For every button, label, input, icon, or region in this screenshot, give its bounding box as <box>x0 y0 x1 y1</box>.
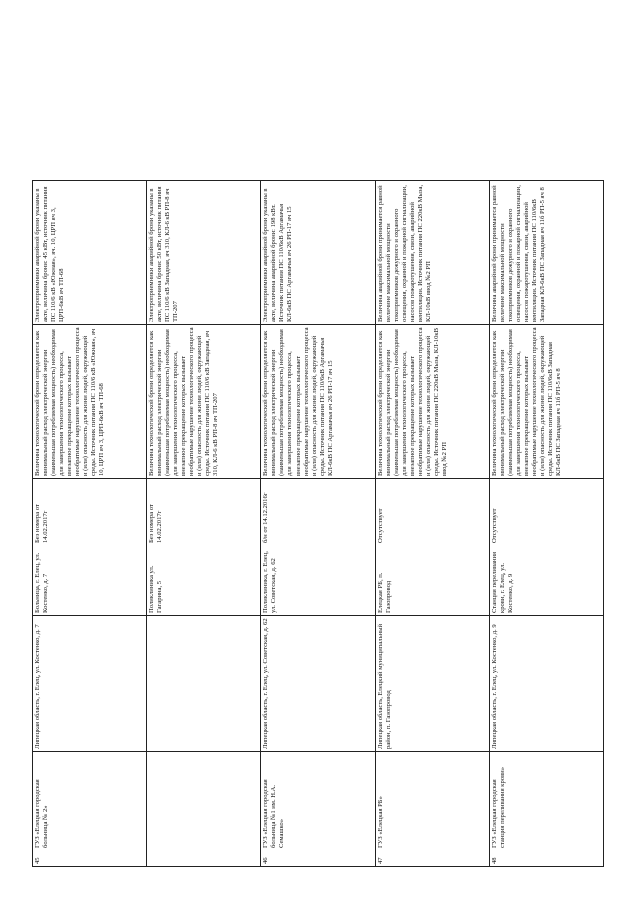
cell-emergency-armor <box>33 181 147 325</box>
organization-name: ГУЗ «Елецкая городская больница № 2» <box>34 779 50 848</box>
table-row-47 <box>375 181 489 867</box>
row-number: 45 <box>34 857 41 864</box>
cell-emergency-armor <box>375 181 489 325</box>
cell-num-name <box>33 752 147 867</box>
row-number: 46 <box>262 857 270 864</box>
cell-num-name <box>261 752 375 867</box>
cell-technological-armor <box>33 325 147 479</box>
organization-location: Липецкая область, г. Елец, ул. Костенко, д. 9 <box>490 624 498 749</box>
emergency-armor-text: Электроприемники аварийной брони указаны в акте, величина брони: 50 кВт, источник питания ПС 110/6 кВ Западная, яч 310, КЛ-6 кВ РП-8 яч ТП-207 <box>148 186 180 322</box>
technological-armor-text: Величина технологической брони определяется как минимальный расход электрической энергии (наименьшая потребляемая мощность) необходимая для завершения технологического процесса, внезапное прекращение которых вызывает необратимые нарушение технологического процесса и (или) опасность для жизни людей, окружающей среды. Источник питания ПС 110/6 кВ Западная, яч 310, КЛ-6 кВ РП-8 яч ТП-207 <box>148 327 220 476</box>
cell-address-contract <box>261 479 375 616</box>
organization-name: ГУЗ «Елецкая РБ» <box>376 796 384 848</box>
organization-name: ГУЗ «Елецкая городская больница №1 им. Н.А. Семашко» <box>262 779 286 848</box>
cell-technological-armor <box>375 325 489 479</box>
cell-location <box>489 616 603 752</box>
object-address: Больница, г. Елец, ул. Костенко, д. 7 <box>34 552 50 613</box>
technological-armor-text: Величина технологической брони определяется как минимальный расход электрической энергии (наименьшая потребляемая мощность) необходимая для завершения технологического процесса, внезапное прекращение которых вызывает необратимые нарушение технологического процесса и (или) опасность для жизни людей, окружающей среды. Источник питания ПС 110/6 кВ «Южная», яч 10, ЦРП яч 3, ЦРП-6кВ яч ТП-68 <box>34 327 106 476</box>
document-table <box>32 180 604 867</box>
cell-technological-armor <box>489 325 603 479</box>
emergency-armor-text: Электроприемники аварийной брони указаны в акте, величина брони: 45 кВт, источник питания ПС 110/6 кВ «Южная», яч. 10, ЦРП яч 3, ЦРП-6кВ яч ТП-68 <box>34 186 66 322</box>
organization-location: Липецкая область, г. Елец, ул. Костенко, д. 7 <box>34 624 41 749</box>
table-row-45b <box>147 181 261 867</box>
object-address: Елецкая РБ, п. Газопровод <box>376 572 392 613</box>
cell-address-contract <box>375 479 489 616</box>
organization-location: Липецкая область, Елецкий муниципальный район, п. Газопровод <box>376 623 392 749</box>
cell-location <box>375 616 489 752</box>
cell-address-contract <box>147 479 261 616</box>
table-row-46 <box>261 181 375 867</box>
technological-armor-text: Величина технологической брони определяется как минимальный расход электрической энергии (наименьшая потребляемая мощность) необходимая для завершения технологического процесса, внезапное прекращение которых вызывает необратимые нарушение технологического процесса и (или) опасность для жизни людей, окружающей среды. Источник питания ПС 110/6кВ Западная КЛ-6кВ ПС Западная яч 11б РП-5 яч 8 <box>490 327 562 476</box>
contract-info: Без номера от 14.02.2017г <box>34 504 50 543</box>
technological-armor-text: Величина технологической брони определяется как минимальный расход электрической энергии (наименьшая потребляемая мощность) необходимая для завершения технологического процесса, внезапное прекращение которых вызывает необратимые нарушение технологического процесса и (или) опасность для жизни людей, окружающей среды. Источник питания ПС 220кВ Мыза, КЛ-10кВ ввод №2 РП <box>376 327 448 476</box>
contract-info: Без номера от 14.02.2017г <box>148 504 164 543</box>
cell-address-contract <box>33 479 147 616</box>
organization-name: ГУЗ «Елецкая городская станция переливания крови» <box>490 766 506 848</box>
technological-armor-text: Величина технологической брони определяется как минимальный расход электрической энергии (наименьшая потребляемая мощность) необходимая для завершения технологического процесса, внезапное прекращение которых вызывает необратимые нарушение технологического процесса и (или) опасность для жизни людей, окружающей среды. Источник питания ПС 110/6кВ Аргамачья КЛ-6кВ ПС Аргамачья яч 26 РП-17 яч 15 <box>262 327 334 476</box>
row-number: 47 <box>376 857 384 864</box>
emergency-armor-text: Величина аварийной брони принимается равной величине максимальной мощности токоприемников дежурного и охранного освещения, охранной и пожарной сигнализации, насосов пожаротушения, связи, аварийной вентиляции. Источник питания ПС 110/6кВ Западная КЛ-6кВ ПС Западная яч 11б РП-5 яч 8 <box>490 185 546 322</box>
contract-info: б/н от 14.12.2016г <box>262 492 270 543</box>
cell-emergency-armor <box>489 181 603 325</box>
cell-location <box>261 616 375 752</box>
table-row-48 <box>489 181 603 867</box>
cell-location <box>33 616 147 752</box>
cell-num-name <box>375 752 489 867</box>
object-address: Поликлиника ул. Гагарина, 5 <box>148 565 164 613</box>
object-address: Станция переливания крови, г. Елец, ул. Костенко, д. 9 <box>490 551 514 613</box>
organization-location: Липецкая область, г. Елец, ул. Советская, д. 62 <box>262 618 270 749</box>
cell-technological-armor <box>147 325 261 479</box>
cell-emergency-armor <box>147 181 261 325</box>
table-row-45 <box>33 181 147 867</box>
row-number: 48 <box>490 857 498 864</box>
object-address: Поликлиника, г. Елец, ул. Советская, д. 62 <box>262 551 278 613</box>
contract-info: Отсутствует <box>376 508 384 543</box>
contract-info: Отсутствует <box>490 508 498 543</box>
emergency-armor-text: Электроприемники аварийной брони указаны в акте, величина аварийной брони: 198 кВт. Источник питания ПС 110/6кВ Аргамачья КЛ-6кВ ПС Аргамачья яч 26 РП-17 яч 15 <box>262 188 294 322</box>
cell-address-contract <box>489 479 603 616</box>
emergency-armor-text: Величина аварийной брони принимается равной величине максимальной мощности токоприемников дежурного и охранного освещения, охранной и пожарной сигнализации, насосов пожаротушения, связи, аварийной вентиляции. Источник питания ПС 220кВ Мыза, КЛ-10кВ ввод №2 РП <box>376 184 432 322</box>
cell-num-name <box>147 752 261 867</box>
cell-technological-armor <box>261 325 375 479</box>
cell-num-name <box>489 752 603 867</box>
cell-emergency-armor <box>261 181 375 325</box>
cell-location <box>147 616 261 752</box>
